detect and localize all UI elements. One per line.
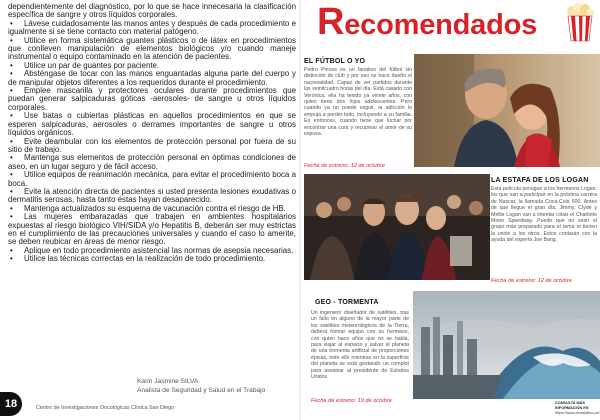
couple-photo xyxy=(414,54,600,167)
article-3-date: Fecha de estreno: 19 de octubre xyxy=(311,398,392,404)
bullet-item: • Lávese cuidadosamente las manos antes y después de cada procedimiento e igualmente si se tiene contacto con material patógeno. xyxy=(8,20,296,37)
article-3-heading: GEO - TORMENTA xyxy=(315,299,379,306)
footer-right-line1: CONSULTA MÁS INFORMACIÓN EN xyxy=(555,401,589,410)
section-title xyxy=(317,3,537,41)
bullet-item: • Emplee mascarilla y protectores oculares durante procedimientos que puedan generar salpicaduras góticas -aerosoles- de sangre u otros líquidos corporales. xyxy=(8,87,296,112)
bullet-item: • Evite deambular con los elementos de protección personal por fuera de su sitio de trabajo. xyxy=(8,138,296,155)
paragraph: dependientemente del diagnóstico, por lo que se hace innecesaria la clasificación específica de sangre y otros líquidos corporales. xyxy=(8,2,296,20)
section-title-first-letter: R xyxy=(317,1,345,43)
article-3-body: Un ingeniero diseñador de satélites, tras un fallo en alguno de la mayor parte de los satélites meteorológicos de la Tierra, deberá formar equipo con su hermano, con quien hace años que no se habla, para viajar al espacio y salvar al planeta de una tormenta artificial de proporciones épicas, todo ello mientras en la superficie del planeta se está gestando un complot para asesinar al presidente de Estados Unidos. xyxy=(311,310,409,381)
bullet-item: • Mantenga sus elementos de protección personal en óptimas condiciones de aseo, en un lugar seguro y de fácil acceso. xyxy=(8,154,296,171)
signature-role: Analista de Seguridad y Salud en el Trabajo xyxy=(137,387,266,394)
bullet-item: • Utilice las técnicas correctas en la realización de todo procedimiento. xyxy=(8,255,296,263)
section-title-rest: ecomendados xyxy=(344,9,538,41)
right-page xyxy=(301,0,600,420)
bullet-item: • Utilice en forma sistemática guantes plásticos o de látex en procedimientos que conlleven manipulación de elementos biológicos y/o cuando maneje instrumental o equipo contaminado en la atención de pacientes. xyxy=(8,37,296,62)
article-2-heading: LA ESTAFA DE LOS LOGAN xyxy=(491,177,589,184)
bullet-item: • Utilice un par de guantes por paciente. xyxy=(8,62,296,70)
article-1-date: Fecha de estreno: 12 de octubre xyxy=(304,163,385,169)
bullet-item: • Mantenga actualizados su esquema de vacunación contra el riesgo de HB. xyxy=(8,205,296,213)
footer-right xyxy=(555,401,599,416)
article-2-body: Esta película persigue a los hermanos Logan, los que van a participar en la próxima carrera de Nascar, la llamada Coca-Cola 600. Antes de que llegue el gran día, Jimmy, Clyde y Mellie Logan van a intentar robar el Charlotte Motor Speedway. Puede que no sean el grupo más preparado para el tema ni tienen la unión a los otros. Estos contarán con la ayuda del experto Joe Bang. xyxy=(491,186,597,244)
page-number: 18 xyxy=(0,392,22,416)
footer-left: Centro de Investigaciones Oncológicas Clínica San Diego xyxy=(36,405,175,411)
popcorn-icon xyxy=(563,2,597,42)
logan-photo xyxy=(304,174,490,280)
article-1-body: Pedro Pinnos es un fanático del fútbol sin distinción de club y por eso se hace dueño el nacionalidad. Capaz de ver partidos durante las veinticuatro horas del día. Está casado con Verónica, ella ha tenido ya veinte años, con quien tiene dos hijos adolescentes. Pero cuando ya no puede seguir, la adicción lo empuja a perder todo, incluyendo a su familia. En entonces, cuando tiene que luchar por encontrar una cura y recuperar el amor de su esposa. xyxy=(304,67,412,138)
bullet-item: • Aplique en todo procedimiento asistencial las normas de asepsia necesarias. xyxy=(8,247,296,255)
signature-name: Karin Jasmine SILVA xyxy=(137,378,199,385)
bullet-item: • Use batas o cubiertas plásticas en aquellos procedimientos en que se esperen salpicaduras, aerosoles o derrames importantes de sangre u otros líquidos orgánicos. xyxy=(8,112,296,137)
bullet-item: • Utilice equipos de reanimación mecánica, para evitar el procedimiento boca a boca. xyxy=(8,171,296,188)
bullet-item: • Absténgase de tocar con las manos enguantadas alguna parte del cuerpo y de manipular objetos diferentes a los requeridos durante el procedimiento. xyxy=(8,70,296,87)
bullet-item: • Las mujeres embarazadas que trabajen en ambientes hospitalarios expuestas al riesgo biológico VIH/SIDA y/o Hepatitis B, deberán ser muy estrictas en el cumplimiento de las precauciones universales y cuando el caso lo amerite, se deben reubicar en áreas de menor riesgo. xyxy=(8,213,296,247)
article-2-date: Fecha de estreno: 12 de octubre xyxy=(491,278,572,284)
bullet-item: • Evite la atención directa de pacientes si usted presenta lesiones exudativas o dermatitis serosas, hasta tanto éstas hayan desaparecido. xyxy=(8,188,296,205)
geostorm-photo xyxy=(413,291,600,399)
footer-right-link[interactable]: https://www.cineslatino.pe/ xyxy=(555,411,600,415)
signature-block xyxy=(137,377,297,395)
article-text xyxy=(8,3,296,264)
article-1-heading: EL FÚTBOL O YO xyxy=(304,58,366,65)
